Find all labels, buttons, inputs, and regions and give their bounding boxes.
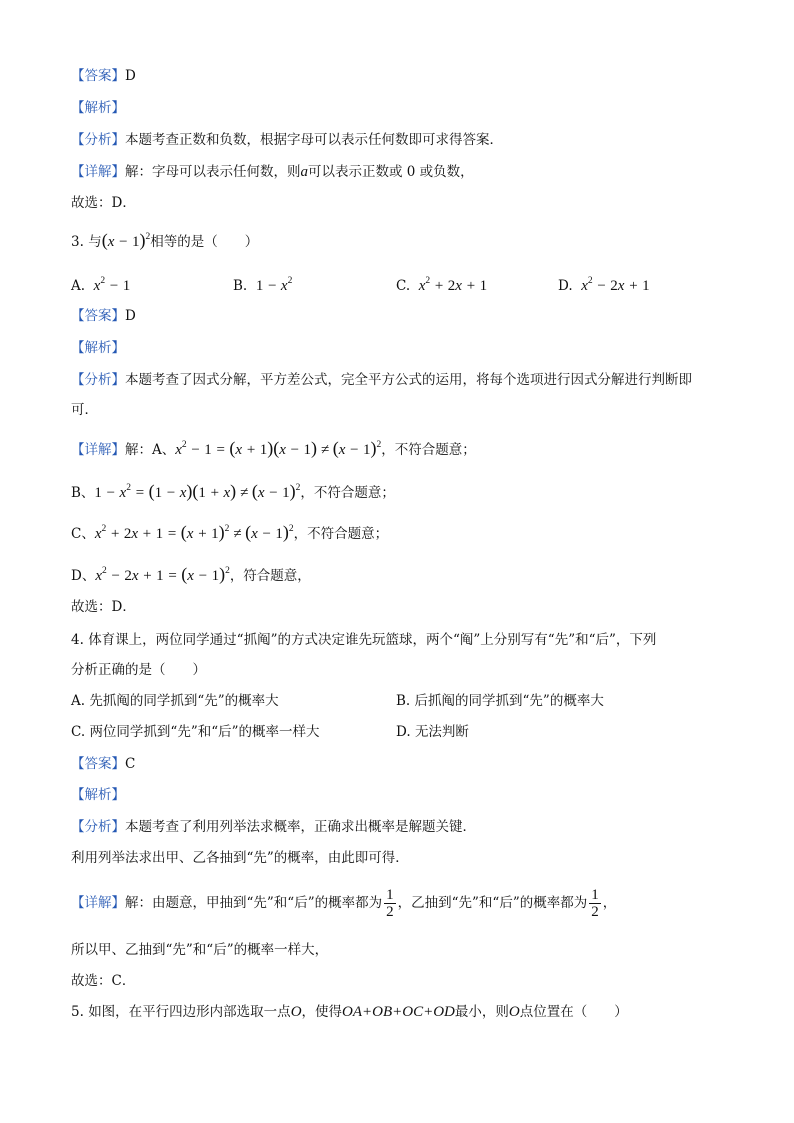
q3-option-a[interactable]: A. $x^2 - 1$ — [71, 276, 131, 294]
q4-stem-cont: 分析正确的是（ ） — [71, 662, 206, 678]
fraction-half: $\frac{1}{2}$ — [386, 887, 394, 920]
q4-analysis-header: 【解析】 — [71, 787, 125, 803]
q3-option-c[interactable]: C. $x^2 + 2x + 1$ — [396, 276, 488, 294]
q4-fenxi: 【分析】本题考查了利用列举法求概率，正确求出概率是解题关键． — [71, 819, 476, 835]
q3-option-b[interactable]: B. $1 - x^2$ — [233, 276, 293, 294]
answer-value: D — [125, 68, 136, 84]
q4-fenxi-cont: 利用列举法求出甲、乙各抽到“先”的概率，由此即可得． — [71, 850, 409, 866]
q3-detail-c: C、$x^2 + 2x + 1 = (x + 1)^2 \ne (x - 1)^2$，不符合题意； — [71, 522, 389, 542]
q4-stem: 4. 体育课上，两位同学通过“抓阄”的方式决定谁先玩篮球，两个“阄”上分别写有“先”和“后”，下列 — [71, 632, 657, 648]
q3-detail-b: B、$1 - x^2 = (1 - x)(1 + x) \ne (x - 1)^2$，不符合题意； — [71, 481, 395, 501]
q4-answer-line: 【答案】C — [71, 756, 136, 772]
fraction-half: $\frac{1}{2}$ — [591, 887, 599, 920]
q4-conclusion: 所以甲、乙抽到“先”和“后”的概率一样大， — [71, 942, 329, 958]
q3-fenxi-cont: 可． — [71, 402, 98, 418]
q3-detail-a: 【详解】解：A、$x^2 - 1 = (x + 1)(x - 1) \ne (x - 1)^2$，不符合题意； — [71, 438, 476, 458]
q4-option-d[interactable]: D. 无法判断 — [396, 724, 469, 740]
q4-detail: 【详解】解：由题意，甲抽到“先”和“后”的概率都为 $\frac{1}{2}$ ，乙抽到“先”和“后”的概率都为 $\frac{1}{2}$ ， — [71, 887, 617, 920]
q2-analysis-header: 【解析】 — [71, 100, 125, 116]
q4-choose: 故选：C． — [71, 973, 136, 989]
q2-choose: 故选：D． — [71, 195, 136, 211]
q2-fenxi: 【分析】本题考查正数和负数，根据字母可以表示任何数即可求得答案． — [71, 132, 503, 148]
q4-option-a[interactable]: A. 先抓阄的同学抓到“先”的概率大 — [71, 693, 279, 709]
q4-option-c[interactable]: C. 两位同学抓到“先”和“后”的概率一样大 — [71, 724, 320, 740]
q3-option-d[interactable]: D. $x^2 - 2x + 1$ — [558, 276, 650, 294]
q2-detail: 【详解】解：字母可以表示任何数，则a可以表示正数或 0 或负数， — [71, 164, 474, 180]
q5-stem: 5. 如图，在平行四边形内部选取一点O，使得OA+OB+OC+OD最小，则O点位置在（ ） — [71, 1004, 628, 1020]
q2-answer-line — [71, 67, 136, 85]
q3-answer-line: 【答案】D — [71, 308, 136, 324]
answer-label: 【答案】 — [71, 68, 125, 84]
q3-detail-d: D、$x^2 - 2x + 1 = (x - 1)^2$，符合题意， — [71, 564, 311, 584]
q3-choose: 故选：D． — [71, 599, 136, 615]
q3-stem: 3. 与$(x - 1)^2$相等的是（ ） — [71, 230, 259, 250]
q4-option-b[interactable]: B. 后抓阄的同学抓到“先”的概率大 — [396, 693, 604, 709]
q3-analysis-header: 【解析】 — [71, 340, 125, 356]
q3-fenxi: 【分析】本题考查了因式分解，平方差公式，完全平方公式的运用，将每个选项进行因式分解进行判断即 — [71, 372, 692, 388]
